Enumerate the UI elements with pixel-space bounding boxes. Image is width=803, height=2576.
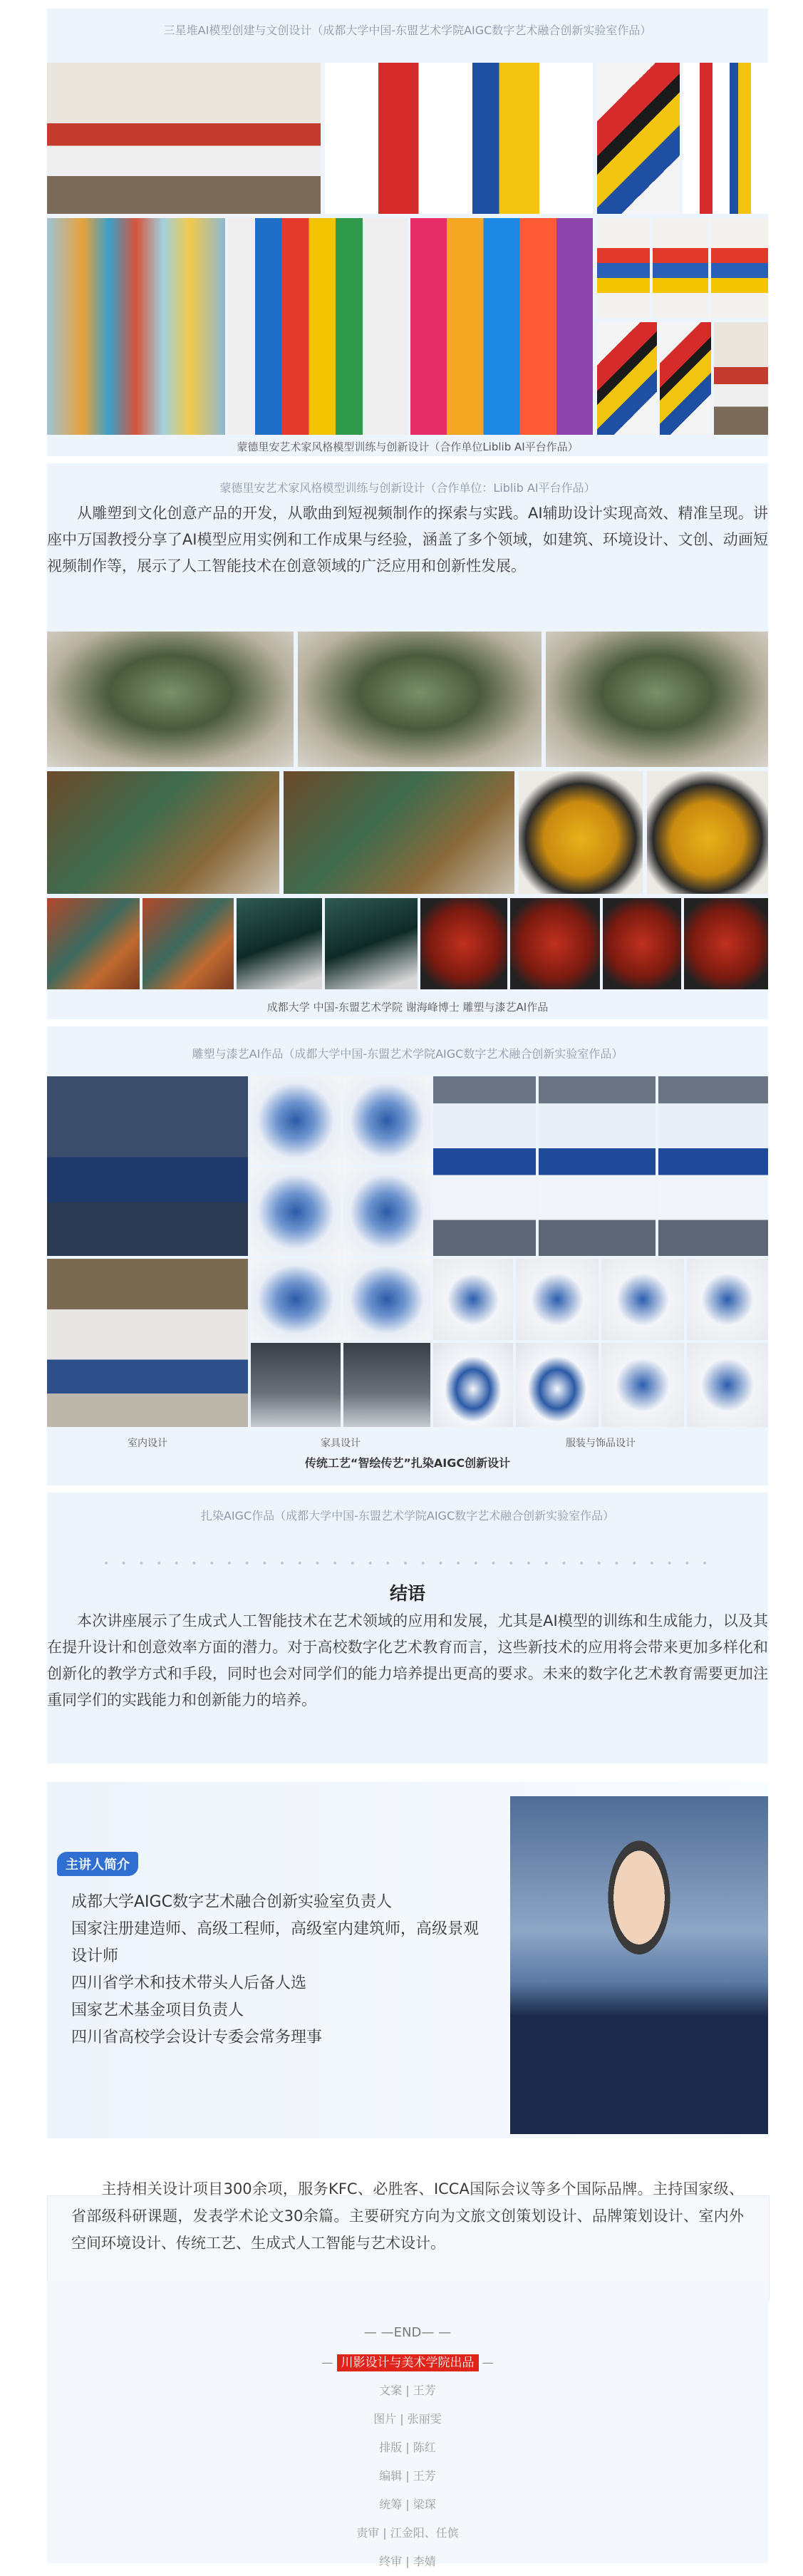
section2-paragraph-text: 从雕塑到文化创意产品的开发，从歌曲到短视频制作的探索与实践。AI辅助设计实现高效、精准呈现。讲座中万国教授分享了AI模型应用实例和工作成果与经验，涵盖了多个领域，如建筑、环境设计、文创、动画短视频制作等，展示了人工智能技术在创意领域的广泛应用和创新性发展。 — [47, 505, 768, 575]
photo-vase-2 — [653, 218, 708, 318]
speaker-bio-text: 主持相关设计项目300余项，服务KFC、必胜客、ICCA国际会议等多个国际品牌。主持国家级、省部级科研课题，发表学术论文30余篇。主要研究方向为文旅文创策划设计、品牌策划设计、室内外空间环境设计、传统工艺、生成式人工智能与艺术设计。 — [71, 2180, 744, 2252]
photo-chair-blue-2 — [343, 1076, 430, 1165]
photo-chair-dark-2 — [343, 1343, 430, 1427]
photo-scarf — [601, 1259, 684, 1340]
brand-row — [47, 2352, 768, 2370]
credit-coordination: 统筹 | 梁琛 — [379, 2498, 436, 2511]
credit-images: 图片 | 张丽雯 — [373, 2412, 442, 2426]
speaker-item: 四川省高校学会设计专委会常务理事 — [71, 2029, 323, 2046]
brand-label: 川影设计与美术学院出品 — [337, 2354, 479, 2371]
photo-vase-3 — [711, 218, 768, 318]
speaker-item: 四川省学术和技术带头人后备人选 — [71, 1974, 307, 1992]
photo-bedroom — [47, 1076, 248, 1256]
photo-rabbit-2 — [516, 1343, 599, 1427]
photo-suit-man-1 — [228, 218, 408, 435]
section3-caption-bottom: 扎染AIGC作品（成都大学中国-东盟艺术学院AIGC数字艺术融合创新实验室作品） — [200, 1509, 615, 1523]
conclusion-paragraph — [47, 1608, 768, 1714]
photo-bed — [714, 322, 768, 435]
brand-dash-right: — — [482, 2356, 494, 2369]
credit-copy: 文案 | 王芳 — [379, 2384, 436, 2397]
credits — [47, 2376, 768, 2576]
photo-chair-2 — [660, 322, 711, 435]
section1-caption-bottom: 蒙德里安艺术家风格模型训练与创新设计（合作单位Liblib AI平台作品） — [237, 441, 579, 453]
speaker-item: 国家注册建造师、高级工程师，高级室内建筑师，高级景观设计师 — [71, 1920, 480, 1965]
photo-red-sphere-2 — [510, 898, 600, 989]
label-fashion: 服装与饰品设计 — [566, 1438, 636, 1449]
photo-mondrian-room — [683, 63, 768, 214]
photo-bow — [516, 1259, 599, 1340]
conclusion-title: 结语 — [389, 1583, 425, 1604]
photo-dress-2 — [539, 1076, 656, 1256]
photo-lacquer-texture-1 — [47, 898, 140, 989]
end-marker: — —END— — — [363, 2325, 452, 2340]
photo-earrings-1 — [601, 1343, 684, 1427]
section3-caption-bold: 传统工艺“智绘传艺”扎染AIGC创新设计 — [304, 1456, 511, 1470]
speaker-item: 国家艺术基金项目负责人 — [71, 2001, 244, 2019]
photo-bag — [687, 1259, 768, 1340]
speaker-list — [71, 1889, 485, 2051]
photo-rabbit-1 — [433, 1343, 513, 1427]
section2-caption-top: 蒙德里安艺术家风格模型训练与创新设计（合作单位：Liblib AI平台作品） — [219, 481, 596, 495]
photo-earrings-2 — [687, 1343, 768, 1427]
photo-red-cup-2 — [684, 898, 768, 989]
label-interior: 室内设计 — [128, 1438, 167, 1449]
photo-bronze-figure — [298, 632, 542, 767]
photo-red-cup-1 — [603, 898, 681, 989]
label-furniture: 家具设计 — [321, 1438, 361, 1449]
photo-yellow-vase — [647, 771, 768, 894]
photo-chair-blue-4 — [343, 1168, 430, 1256]
photo-bronze-wave — [47, 771, 279, 894]
photo-scrunchie — [433, 1259, 513, 1340]
photo-suit-man-vogue — [410, 218, 593, 435]
speaker-bio — [71, 2175, 744, 2257]
photo-glass-sculpture — [47, 218, 225, 435]
photo-chair-blue-3 — [251, 1168, 341, 1256]
photo-mondrian-kitchen — [47, 63, 321, 214]
photo-bronze-face-1 — [47, 632, 294, 767]
speaker-badge: 主讲人简介 — [57, 1852, 138, 1876]
photo-chair-dark-1 — [251, 1343, 341, 1427]
credit-editor: 编辑 | 王芳 — [379, 2469, 436, 2483]
credit-review: 责审 | 江金阳、任傧 — [356, 2526, 459, 2540]
credit-layout: 排版 | 陈红 — [379, 2441, 436, 2454]
photo-dress-1 — [433, 1076, 536, 1256]
conclusion-paragraph-text: 本次讲座展示了生成式人工智能技术在艺术领域的应用和发展，尤其是AI模型的训练和生成能力，以及其在提升设计和创意效率方面的潜力。对于高校数字化艺术教育而言，这些新技术的应用将会带来更加多样化和创新化的教学方式和手段，同时也会对同学们的能力培养提出更高的要求。未来的数字化艺术教育需要更加注重同学们的实践能力和创新能力的培养。 — [47, 1612, 768, 1709]
photo-lacquer-texture-2 — [143, 898, 234, 989]
photo-dress-3 — [658, 1076, 768, 1256]
photo-chair-1 — [597, 322, 657, 435]
photo-chair-blue-1 — [251, 1076, 341, 1165]
dotted-divider: • • • • • • • • • • • • • • • • • • • • • • • • • • • • • • • • • • • — [103, 1558, 713, 1570]
photo-teal-box — [325, 898, 418, 989]
section3-caption-top: 雕塑与漆艺AI作品（成都大学中国-东盟艺术学院AIGC数字艺术融合创新实验室作品） — [192, 1047, 623, 1061]
credit-final-review: 终审 | 李婧 — [379, 2555, 436, 2568]
photo-stool-1 — [251, 1259, 341, 1340]
speaker-item: 成都大学AIGC数字艺术融合创新实验室负责人 — [71, 1893, 392, 1911]
photo-teal-bowl — [237, 898, 322, 989]
photo-bronze-face-2 — [546, 632, 768, 767]
section1-caption-top: 三星堆AI模型创建与文创设计（成都大学中国-东盟艺术学院AIGC数字艺术融合创新实验室作品） — [163, 24, 652, 37]
photo-mondrian-bedroom — [597, 63, 680, 214]
photo-yellow-bowl — [519, 771, 643, 894]
photo-bronze-relief — [284, 771, 514, 894]
brand-dash-left: — — [321, 2356, 337, 2369]
photo-mondrian-interior — [325, 63, 593, 214]
photo-chair-blue-5 — [343, 1259, 430, 1340]
section2-paragraph — [47, 500, 768, 579]
photo-red-sphere-1 — [420, 898, 507, 989]
photo-living-room — [47, 1259, 248, 1427]
section2-caption-bottom: 成都大学 中国-东盟艺术学院 谢海峰博士 雕塑与漆艺AI作品 — [266, 1001, 549, 1014]
photo-vase-1 — [597, 218, 650, 318]
speaker-portrait — [510, 1796, 768, 2134]
